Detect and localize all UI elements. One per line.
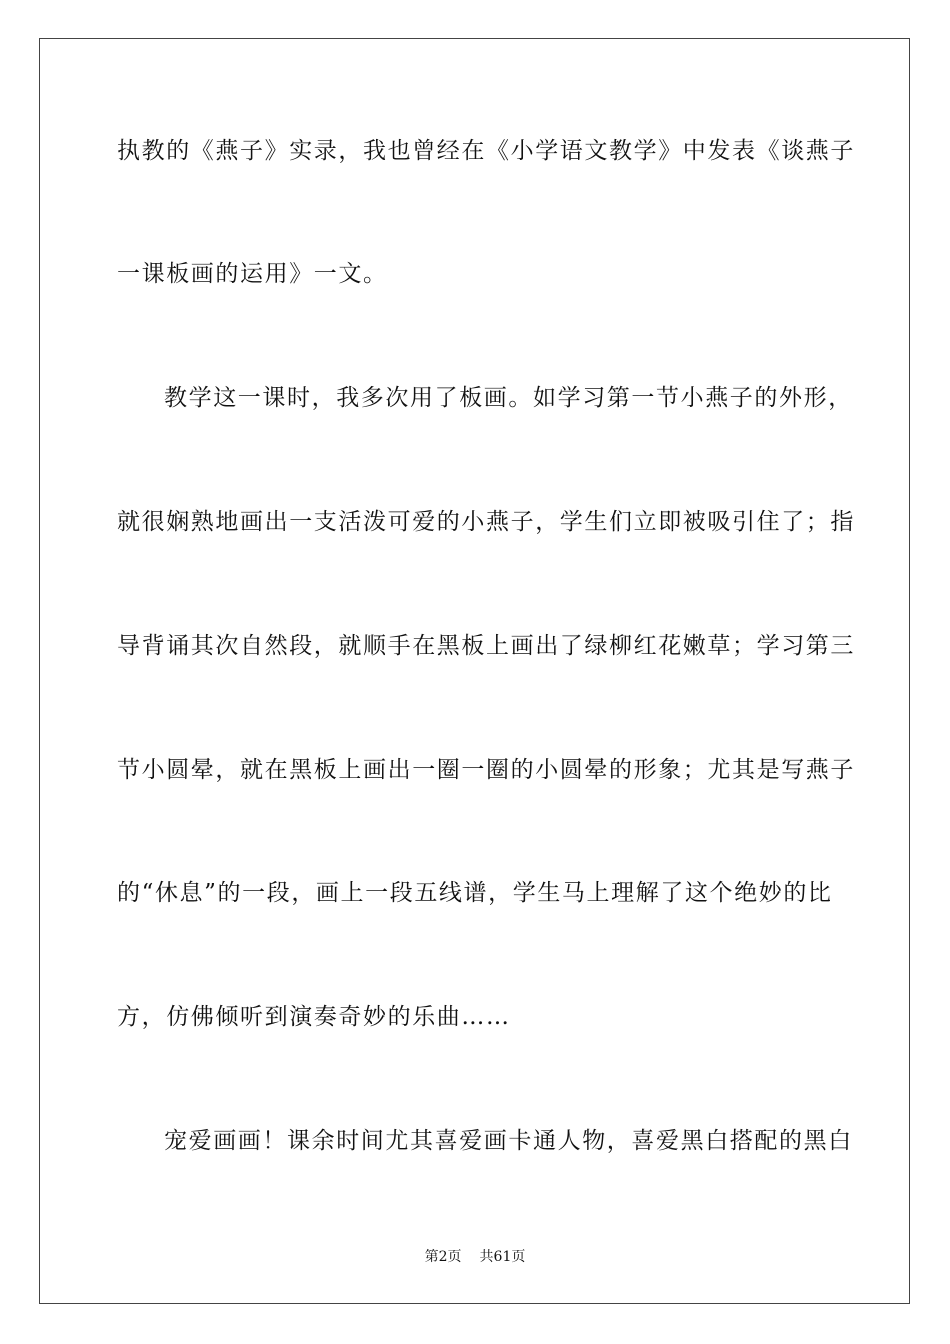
text-line: 方，仿佛倾听到演奏奇妙的乐曲…… [117, 1004, 511, 1030]
page-frame [39, 38, 910, 1304]
paragraph-start-line: 教学这一课时，我多次用了板画。如学习第一节小燕子的外形， [164, 385, 853, 411]
text-line: 就很娴熟地画出一支活泼可爱的小燕子，学生们立即被吸引住了；指 [117, 509, 855, 535]
page-number: 第2页 [424, 1249, 462, 1265]
text-line: 执教的《燕子》实录，我也曾经在《小学语文教学》中发表《谈燕子 [117, 138, 855, 164]
text-line: 的“休息”的一段，画上一段五线谱，学生马上理解了这个绝妙的比 [117, 880, 833, 906]
text-line: 一课板画的运用》一文。 [117, 261, 388, 287]
page-total: 共61页 [479, 1249, 526, 1265]
paragraph-start-line: 宠爱画画！课余时间尤其喜爱画卡通人物，喜爱黑白搭配的黑白 [164, 1128, 853, 1154]
text-line: 节小圆晕，就在黑板上画出一圈一圈的小圆晕的形象；尤其是写燕子 [117, 757, 855, 783]
page-footer [0, 1248, 950, 1266]
text-line: 导背诵其次自然段，就顺手在黑板上画出了绿柳红花嫩草；学习第三 [117, 633, 855, 659]
